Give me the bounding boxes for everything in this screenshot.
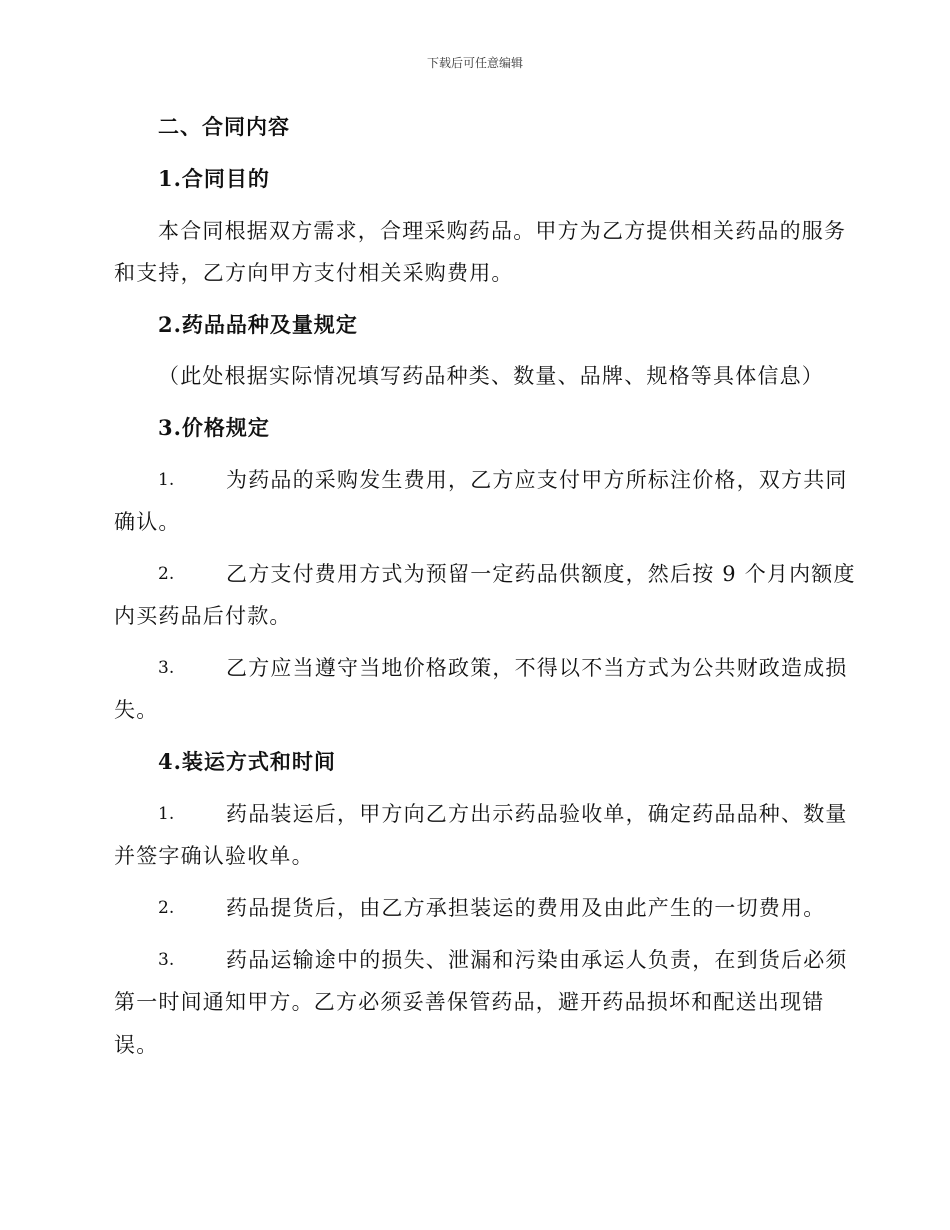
s3-item-text: 内买药品后付款。 — [114, 604, 292, 628]
s4-item-text: 药品提货后，由乙方承担装运的费用及由此产生的一切费用。 — [226, 896, 826, 920]
s4-item-number: 3. — [158, 950, 175, 970]
s1-title: 1.合同目的 — [158, 166, 270, 191]
s4-item-text: 误。 — [114, 1033, 159, 1057]
s2-note: （此处根据实际情况填写药品种类、数量、品牌、规格等具体信息） — [158, 364, 824, 388]
s3-item-text: 乙方支付费用方式为预留一定药品供额度，然后按 9 个月内额度 — [226, 562, 856, 586]
s3-item-number: 1. — [158, 470, 175, 490]
s2-title: 2.药品品种及量规定 — [158, 312, 358, 337]
s3-item-text: 确认。 — [114, 510, 181, 534]
s3-item-number: 2. — [158, 564, 175, 584]
s3-item-text: 为药品的采购发生费用，乙方应支付甲方所标注价格，双方共同 — [226, 468, 848, 492]
s1-paragraph-line: 和支持，乙方向甲方支付相关采购费用。 — [114, 261, 514, 285]
s3-item-text: 乙方应当遵守当地价格政策，不得以不当方式为公共财政造成损 — [226, 656, 848, 680]
s4-title: 4.装运方式和时间 — [158, 749, 336, 774]
s4-item-number: 2. — [158, 898, 175, 918]
s3-item-text: 失。 — [114, 698, 159, 722]
page-header: 下载后可任意编辑 — [426, 56, 523, 70]
s3-item-number: 3. — [158, 658, 175, 678]
s4-item-text: 药品装运后，甲方向乙方出示药品验收单，确定药品品种、数量 — [226, 802, 848, 826]
s3-title: 3.价格规定 — [158, 415, 270, 440]
s4-item-text: 药品运输途中的损失、泄漏和污染由承运人负责，在到货后必须 — [226, 948, 848, 972]
s1-paragraph-line: 本合同根据双方需求，合理采购药品。甲方为乙方提供相关药品的服务 — [158, 219, 847, 243]
s4-item-text: 并签字确认验收单。 — [114, 844, 314, 868]
s4-item-text: 第一时间通知甲方。乙方必须妥善保管药品，避开药品损坏和配送出现错 — [114, 990, 825, 1014]
s4-item-number: 1. — [158, 804, 175, 824]
section-title: 二、合同内容 — [158, 114, 290, 139]
